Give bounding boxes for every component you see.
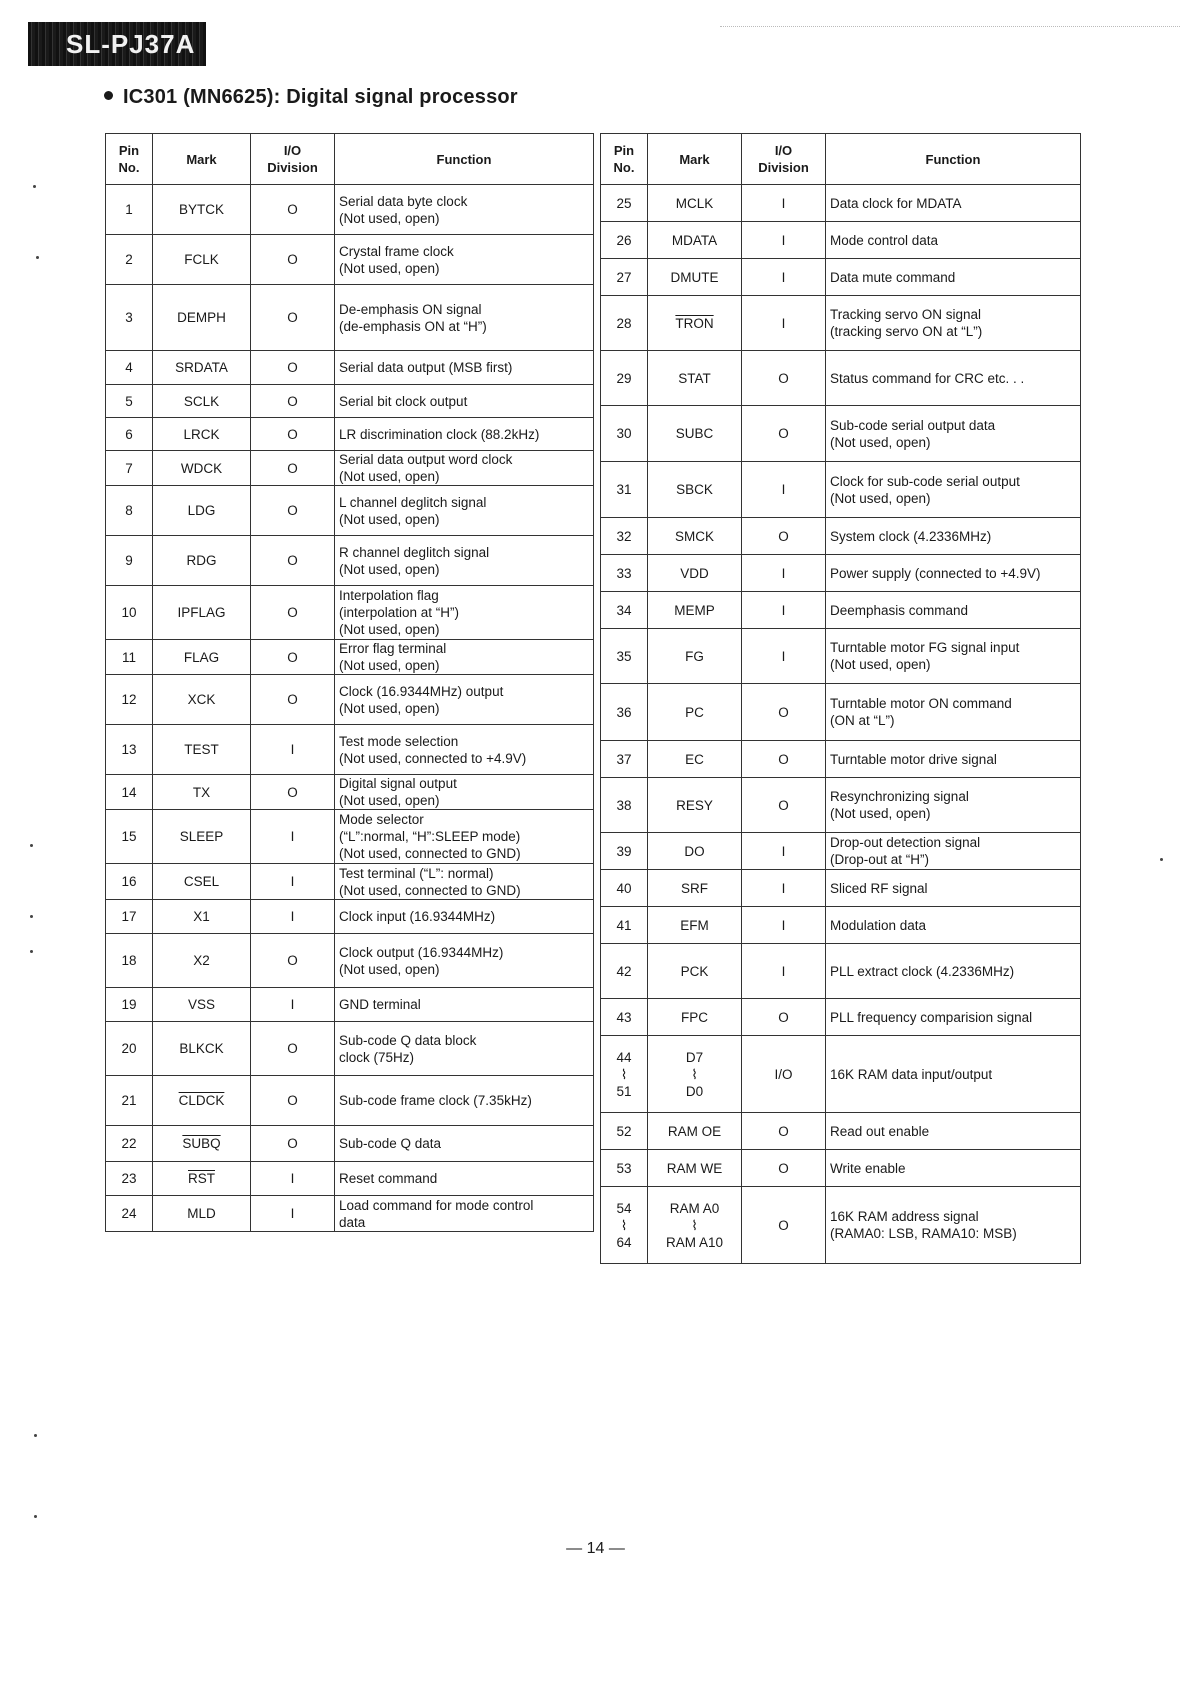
- pin-io: I: [742, 629, 826, 684]
- pin-function: Data clock for MDATA: [826, 185, 1081, 222]
- col-header-function: Function: [335, 134, 594, 185]
- pin-mark: CSEL: [153, 864, 251, 900]
- table-row: [601, 684, 1081, 741]
- pin-io: O: [251, 451, 335, 486]
- pin-number: 6: [106, 418, 153, 451]
- pin-io: I: [742, 907, 826, 944]
- pin-function: Clock (16.9344MHz) output (Not used, open): [335, 675, 594, 725]
- pin-io: O: [251, 934, 335, 988]
- pin-number: 52: [601, 1113, 648, 1150]
- scan-speck: [30, 950, 33, 953]
- pin-mark: XCK: [153, 675, 251, 725]
- pin-function: Write enable: [826, 1150, 1081, 1187]
- pin-number: 13: [106, 725, 153, 775]
- pin-io: I: [742, 222, 826, 259]
- pin-mark: VDD: [648, 555, 742, 592]
- pin-io: I: [251, 864, 335, 900]
- scan-speck: [30, 915, 33, 918]
- pin-function: LR discrimination clock (88.2kHz): [335, 418, 594, 451]
- table-header-row: [601, 134, 1081, 185]
- pin-number: 5: [106, 385, 153, 418]
- pin-function: Status command for CRC etc. . .: [826, 351, 1081, 406]
- pin-io: O: [251, 235, 335, 285]
- table-row: [106, 725, 594, 775]
- pin-mark: PCK: [648, 944, 742, 999]
- pin-number: 21: [106, 1076, 153, 1126]
- pin-mark: EFM: [648, 907, 742, 944]
- pin-function: Data mute command: [826, 259, 1081, 296]
- pin-function: Drop-out detection signal (Drop-out at “H”): [826, 833, 1081, 870]
- pin-mark: SLEEP: [153, 810, 251, 864]
- pin-mark: SRDATA: [153, 351, 251, 385]
- pin-number: 33: [601, 555, 648, 592]
- pin-mark: LDG: [153, 486, 251, 536]
- table-row: [106, 1076, 594, 1126]
- pin-number: 1: [106, 185, 153, 235]
- pin-number: 53: [601, 1150, 648, 1187]
- table-row: [601, 185, 1081, 222]
- pin-number: 28: [601, 296, 648, 351]
- col-header-pin: Pin No.: [601, 134, 648, 185]
- pin-io: I: [742, 462, 826, 518]
- pin-number: 31: [601, 462, 648, 518]
- pin-mark: STAT: [648, 351, 742, 406]
- table-row: [601, 1150, 1081, 1187]
- pin-number: 11: [106, 640, 153, 675]
- table-row: [601, 870, 1081, 907]
- pin-io: I: [742, 185, 826, 222]
- pin-number: 40: [601, 870, 648, 907]
- pin-function: Sub-code Q data block clock (75Hz): [335, 1022, 594, 1076]
- pin-function: Digital signal output (Not used, open): [335, 775, 594, 810]
- pin-mark: BYTCK: [153, 185, 251, 235]
- pin-function: 16K RAM address signal (RAMA0: LSB, RAMA10: MSB): [826, 1187, 1081, 1264]
- table-row: [106, 285, 594, 351]
- table-row: [106, 586, 594, 640]
- scan-speck: [33, 185, 36, 188]
- pin-function: Serial bit clock output: [335, 385, 594, 418]
- pin-mark: TX: [153, 775, 251, 810]
- pin-function: Tracking servo ON signal (tracking servo ON at “L”): [826, 296, 1081, 351]
- table-row: [106, 1126, 594, 1162]
- table-row: [106, 536, 594, 586]
- pin-io: I: [251, 1162, 335, 1196]
- table-row: [106, 486, 594, 536]
- pin-mark: X1: [153, 900, 251, 934]
- pin-io: I: [742, 259, 826, 296]
- pin-function: Sub-code Q data: [335, 1126, 594, 1162]
- pin-mark: RAM A0 ⌇ RAM A10: [648, 1187, 742, 1264]
- pin-io: O: [251, 640, 335, 675]
- pin-mark: SMCK: [648, 518, 742, 555]
- pin-number: 54 ⌇ 64: [601, 1187, 648, 1264]
- table-row: [106, 451, 594, 486]
- table-row: [601, 555, 1081, 592]
- scan-speck: [36, 256, 39, 259]
- pin-mark: MLD: [153, 1196, 251, 1232]
- pin-mark: X2: [153, 934, 251, 988]
- pin-io: I: [742, 870, 826, 907]
- pin-io: I/O: [742, 1036, 826, 1113]
- pin-mark: BLKCK: [153, 1022, 251, 1076]
- table-row: [106, 775, 594, 810]
- table-row: [106, 351, 594, 385]
- pin-function: Modulation data: [826, 907, 1081, 944]
- pin-function: Serial data output (MSB first): [335, 351, 594, 385]
- pin-mark: CLDCK: [153, 1076, 251, 1126]
- pin-mark: D7 ⌇ D0: [648, 1036, 742, 1113]
- pin-number: 29: [601, 351, 648, 406]
- table-row: [106, 640, 594, 675]
- table-row: [601, 778, 1081, 833]
- pin-number: 38: [601, 778, 648, 833]
- pin-function: 16K RAM data input/output: [826, 1036, 1081, 1113]
- pin-number: 44 ⌇ 51: [601, 1036, 648, 1113]
- pin-mark: RAM WE: [648, 1150, 742, 1187]
- pin-function: Turntable motor drive signal: [826, 741, 1081, 778]
- pin-number: 20: [106, 1022, 153, 1076]
- pin-function: Load command for mode control data: [335, 1196, 594, 1232]
- pin-io: O: [742, 518, 826, 555]
- pin-function: Read out enable: [826, 1113, 1081, 1150]
- pin-number: 37: [601, 741, 648, 778]
- pin-number: 32: [601, 518, 648, 555]
- col-header-pin: Pin No.: [106, 134, 153, 185]
- pin-function: Turntable motor FG signal input (Not used, open): [826, 629, 1081, 684]
- table-row: [601, 1036, 1081, 1113]
- table-row: [601, 296, 1081, 351]
- pin-io: O: [251, 1022, 335, 1076]
- pin-io: O: [742, 406, 826, 462]
- pin-function: Serial data byte clock (Not used, open): [335, 185, 594, 235]
- col-header-io: I/O Division: [742, 134, 826, 185]
- col-header-function: Function: [826, 134, 1081, 185]
- pin-io: I: [742, 833, 826, 870]
- pin-mark: MCLK: [648, 185, 742, 222]
- table-row: [601, 222, 1081, 259]
- table-row: [106, 1022, 594, 1076]
- pin-io: O: [251, 418, 335, 451]
- pin-mark: FLAG: [153, 640, 251, 675]
- table-row: [601, 629, 1081, 684]
- pin-io: I: [742, 944, 826, 999]
- table-row: [601, 406, 1081, 462]
- pin-number: 39: [601, 833, 648, 870]
- pin-mark: VSS: [153, 988, 251, 1022]
- table-row: [601, 833, 1081, 870]
- pin-number: 41: [601, 907, 648, 944]
- scan-speck: [30, 844, 33, 847]
- pin-io: O: [251, 385, 335, 418]
- pin-io: O: [742, 351, 826, 406]
- table-row: [106, 988, 594, 1022]
- table-row: [106, 675, 594, 725]
- pin-function: R channel deglitch signal (Not used, open): [335, 536, 594, 586]
- pin-function: Clock for sub-code serial output (Not used, open): [826, 462, 1081, 518]
- pin-mark: EC: [648, 741, 742, 778]
- col-header-mark: Mark: [153, 134, 251, 185]
- pin-function: De-emphasis ON signal (de-emphasis ON at “H”): [335, 285, 594, 351]
- pin-number: 34: [601, 592, 648, 629]
- pin-number: 8: [106, 486, 153, 536]
- pin-number: 25: [601, 185, 648, 222]
- table-row: [601, 999, 1081, 1036]
- pin-io: O: [251, 1126, 335, 1162]
- pin-io: O: [251, 1076, 335, 1126]
- pin-function: Clock input (16.9344MHz): [335, 900, 594, 934]
- pin-mark: DO: [648, 833, 742, 870]
- pin-number: 26: [601, 222, 648, 259]
- table-row: [106, 1196, 594, 1232]
- pin-number: 22: [106, 1126, 153, 1162]
- pin-mark: MDATA: [648, 222, 742, 259]
- pin-number: 3: [106, 285, 153, 351]
- pin-mark: RESY: [648, 778, 742, 833]
- table-row: [601, 741, 1081, 778]
- pin-io: I: [251, 725, 335, 775]
- pin-io: O: [251, 486, 335, 536]
- pin-number: 12: [106, 675, 153, 725]
- pin-io: O: [251, 675, 335, 725]
- pin-io: O: [251, 536, 335, 586]
- pin-mark: IPFLAG: [153, 586, 251, 640]
- pin-io: O: [742, 999, 826, 1036]
- pin-io: O: [251, 586, 335, 640]
- table-row: [601, 944, 1081, 999]
- pin-io: O: [742, 1113, 826, 1150]
- pin-number: 35: [601, 629, 648, 684]
- pin-io: O: [251, 185, 335, 235]
- pin-function: Serial data output word clock (Not used, open): [335, 451, 594, 486]
- pin-io: O: [251, 285, 335, 351]
- pin-function: Mode control data: [826, 222, 1081, 259]
- section-title: [104, 86, 518, 109]
- pin-number: 18: [106, 934, 153, 988]
- pin-number: 42: [601, 944, 648, 999]
- bullet-icon: [104, 91, 113, 100]
- table-row: [601, 351, 1081, 406]
- pin-number: 7: [106, 451, 153, 486]
- pin-function: Sliced RF signal: [826, 870, 1081, 907]
- pin-mark: TEST: [153, 725, 251, 775]
- model-badge: [28, 22, 206, 66]
- pin-mark: SUBC: [648, 406, 742, 462]
- table-row: [106, 185, 594, 235]
- scan-speck: [1160, 858, 1163, 861]
- pin-mark: SUBQ: [153, 1126, 251, 1162]
- table-row: [601, 1187, 1081, 1264]
- pin-function: PLL extract clock (4.2336MHz): [826, 944, 1081, 999]
- pin-function: Error flag terminal (Not used, open): [335, 640, 594, 675]
- pin-function: Mode selector (“L”:normal, “H”:SLEEP mode) (Not used, connected to GND): [335, 810, 594, 864]
- pin-table-left: [105, 133, 594, 1232]
- table-row: [106, 418, 594, 451]
- pin-number: 23: [106, 1162, 153, 1196]
- pin-number: 10: [106, 586, 153, 640]
- pin-io: O: [251, 775, 335, 810]
- pin-io: I: [251, 900, 335, 934]
- table-row: [601, 907, 1081, 944]
- pin-io: I: [251, 1196, 335, 1232]
- pin-number: 4: [106, 351, 153, 385]
- table-row: [601, 592, 1081, 629]
- pin-number: 2: [106, 235, 153, 285]
- pin-function: System clock (4.2336MHz): [826, 518, 1081, 555]
- pin-mark: DEMPH: [153, 285, 251, 351]
- scan-artifact-line: [720, 26, 1180, 27]
- table-row: [106, 934, 594, 988]
- page-number: — 14 —: [566, 1540, 625, 1557]
- table-row: [601, 518, 1081, 555]
- pin-mark: FPC: [648, 999, 742, 1036]
- pin-number: 19: [106, 988, 153, 1022]
- pin-number: 43: [601, 999, 648, 1036]
- pin-mark: DMUTE: [648, 259, 742, 296]
- table-row: [601, 462, 1081, 518]
- pin-function: Clock output (16.9344MHz) (Not used, open): [335, 934, 594, 988]
- pin-mark: $\overline{RST}$: [153, 1162, 251, 1196]
- pin-io: I: [742, 592, 826, 629]
- pin-number: 9: [106, 536, 153, 586]
- pin-function: Turntable motor ON command (ON at “L”): [826, 684, 1081, 741]
- pin-number: 16: [106, 864, 153, 900]
- pin-function: Resynchronizing signal (Not used, open): [826, 778, 1081, 833]
- pin-function: GND terminal: [335, 988, 594, 1022]
- col-header-io: I/O Division: [251, 134, 335, 185]
- table-header-row: [106, 134, 594, 185]
- scan-speck: [34, 1434, 37, 1437]
- model-label: SL-PJ37A: [66, 28, 196, 59]
- table-row: [601, 1113, 1081, 1150]
- pin-io: O: [742, 684, 826, 741]
- pin-mark: FCLK: [153, 235, 251, 285]
- pin-io: O: [742, 741, 826, 778]
- pin-function: Sub-code frame clock (7.35kHz): [335, 1076, 594, 1126]
- pin-number: 36: [601, 684, 648, 741]
- pin-function: Test mode selection (Not used, connected to +4.9V): [335, 725, 594, 775]
- pin-mark: SCLK: [153, 385, 251, 418]
- pin-number: 27: [601, 259, 648, 296]
- pin-mark: PC: [648, 684, 742, 741]
- table-row: [106, 385, 594, 418]
- pin-io: O: [742, 778, 826, 833]
- pin-io: O: [742, 1187, 826, 1264]
- table-row: [106, 1162, 594, 1196]
- col-header-mark: Mark: [648, 134, 742, 185]
- pin-mark: SBCK: [648, 462, 742, 518]
- pin-io: O: [251, 351, 335, 385]
- pin-mark: RAM OE: [648, 1113, 742, 1150]
- pin-function: Reset command: [335, 1162, 594, 1196]
- pin-function: Power supply (connected to +4.9V): [826, 555, 1081, 592]
- table-row: [106, 900, 594, 934]
- pin-io: I: [251, 988, 335, 1022]
- pin-mark: RDG: [153, 536, 251, 586]
- pin-io: O: [742, 1150, 826, 1187]
- pin-mark: WDCK: [153, 451, 251, 486]
- pin-function: L channel deglitch signal (Not used, open): [335, 486, 594, 536]
- pin-mark: SRF: [648, 870, 742, 907]
- table-row: [106, 864, 594, 900]
- pin-function: Test terminal (“L”: normal) (Not used, connected to GND): [335, 864, 594, 900]
- pin-io: I: [742, 555, 826, 592]
- pin-mark: FG: [648, 629, 742, 684]
- pin-number: 30: [601, 406, 648, 462]
- pin-number: 24: [106, 1196, 153, 1232]
- scan-speck: [34, 1515, 37, 1518]
- table-row: [106, 810, 594, 864]
- pin-io: I: [742, 296, 826, 351]
- pin-io: I: [251, 810, 335, 864]
- pin-function: Interpolation flag (interpolation at “H”) (Not used, open): [335, 586, 594, 640]
- section-title-text: IC301 (MN6625): Digital signal processor: [123, 86, 518, 108]
- pin-function: Crystal frame clock (Not used, open): [335, 235, 594, 285]
- pin-number: 17: [106, 900, 153, 934]
- pin-number: 15: [106, 810, 153, 864]
- pin-function: Sub-code serial output data (Not used, open): [826, 406, 1081, 462]
- pin-function: Deemphasis command: [826, 592, 1081, 629]
- pin-table-right: [600, 133, 1081, 1264]
- pin-function: PLL frequency comparision signal: [826, 999, 1081, 1036]
- pin-mark: TRON: [648, 296, 742, 351]
- table-row: [106, 235, 594, 285]
- table-row: [601, 259, 1081, 296]
- pin-number: 14: [106, 775, 153, 810]
- pin-mark: MEMP: [648, 592, 742, 629]
- pin-mark: LRCK: [153, 418, 251, 451]
